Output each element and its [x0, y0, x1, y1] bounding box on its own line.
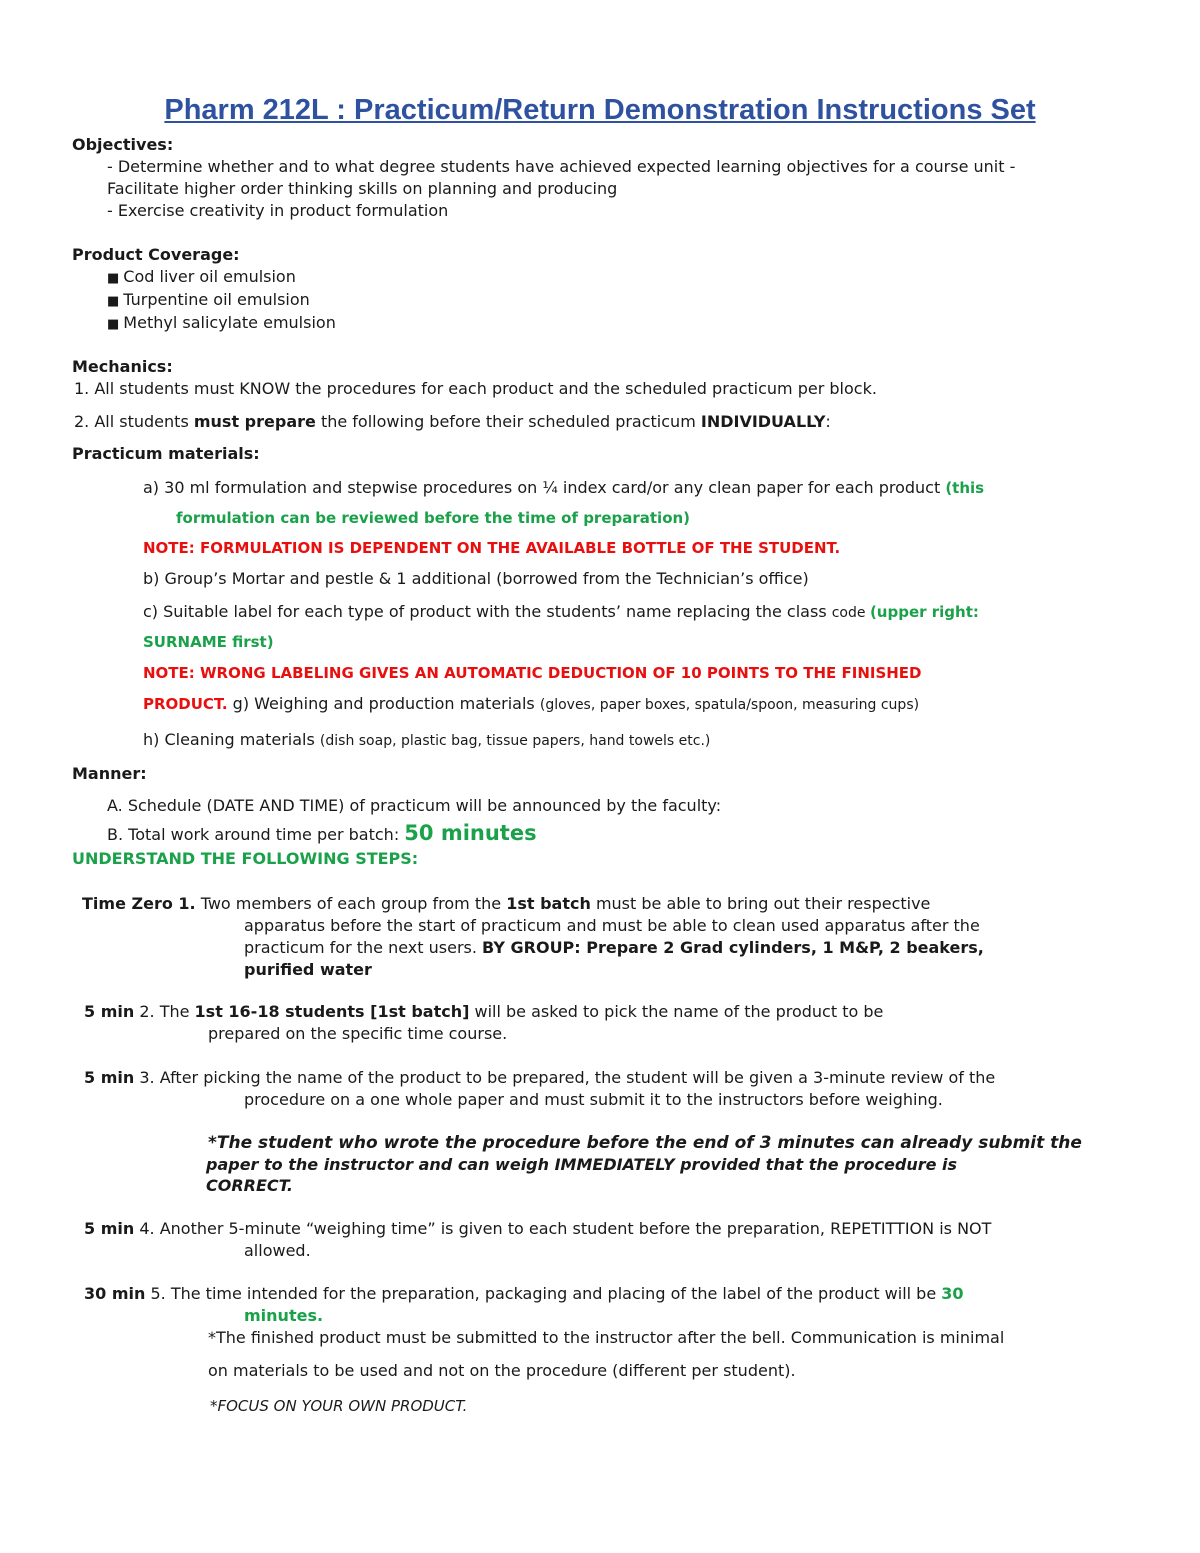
- text-run: 2. The: [134, 1002, 195, 1021]
- step-4-line-2: allowed.: [244, 1241, 311, 1260]
- steps-heading: UNDERSTAND THE FOLLOWING STEPS:: [72, 849, 419, 868]
- coverage-item-label: Turpentine oil emulsion: [123, 290, 310, 309]
- bullet-icon: ■: [107, 317, 120, 332]
- step-1: [82, 893, 930, 915]
- step-3-note-2: paper to the instructor and can weigh IMMEDIATELY provided that the procedure is: [206, 1155, 958, 1174]
- manner-b: [107, 822, 537, 846]
- materials-heading: Practicum materials:: [72, 444, 260, 463]
- material-c: [143, 601, 979, 624]
- text-run: must be able to bring out their respective: [590, 894, 931, 913]
- material-a: [143, 477, 984, 499]
- page-title: Pharm 212L : Practicum/Return Demonstration Instructions Set: [164, 94, 1036, 126]
- text-run: B. Total work around time per batch:: [107, 825, 405, 844]
- objectives-heading: Objectives:: [72, 135, 174, 154]
- step-1-line-4: purified water: [244, 960, 372, 979]
- objective-line-2: Facilitate higher order thinking skills on planning and producing: [107, 179, 618, 198]
- text-run-bold: must prepare: [193, 412, 316, 431]
- step-2-line-2: prepared on the specific time course.: [208, 1024, 508, 1043]
- text-run-green: (this: [945, 479, 985, 497]
- step-5-line-2: minutes.: [244, 1306, 324, 1325]
- note-labeling: NOTE: WRONG LABELING GIVES AN AUTOMATIC DEDUCTION OF 10 POINTS TO THE FINISHED: [143, 664, 922, 682]
- step-5-note-3: *FOCUS ON YOUR OWN PRODUCT.: [210, 1397, 468, 1415]
- step-2: [84, 1001, 883, 1023]
- step-time: 5 min: [84, 1068, 135, 1087]
- mechanics-item-2: [74, 411, 831, 433]
- step-1-line-3: [244, 937, 984, 959]
- step-time: 5 min: [84, 1219, 135, 1238]
- text-run: 3. After picking the name of the product to be prepared, the student will be given a 3-minute review of the: [134, 1068, 996, 1087]
- text-run-red: PRODUCT.: [143, 695, 228, 713]
- step-5-note-2: on materials to be used and not on the procedure (different per student).: [208, 1361, 796, 1380]
- coverage-item-label: Cod liver oil emulsion: [123, 267, 296, 286]
- text-run: the following before their scheduled practicum: [315, 412, 701, 431]
- text-run: a) 30 ml formulation and stepwise procedures on ¼ index card/or any clean paper for each product: [143, 478, 946, 497]
- objective-line-3: - Exercise creativity in product formulation: [107, 201, 449, 220]
- text-run: Two members of each group from the: [195, 894, 507, 913]
- text-run-green: (upper right:: [869, 603, 979, 621]
- step-5: [84, 1283, 964, 1305]
- mechanics-heading: Mechanics:: [72, 357, 173, 376]
- text-run: (gloves, paper boxes, spatula/spoon, measuring cups): [539, 697, 920, 713]
- text-run: 2. All students: [74, 412, 194, 431]
- step-5-note-1: *The finished product must be submitted to the instructor after the bell. Communication is minimal: [208, 1328, 1005, 1347]
- coverage-item: [107, 312, 336, 336]
- text-run-green: 30: [941, 1284, 964, 1303]
- time-per-batch: 50 minutes: [404, 821, 537, 845]
- coverage-item: [107, 289, 310, 313]
- manner-heading: Manner:: [72, 764, 147, 783]
- coverage-heading: Product Coverage:: [72, 245, 240, 264]
- step-3-line-2: procedure on a one whole paper and must submit it to the instructors before weighing.: [244, 1090, 943, 1109]
- manner-a: A. Schedule (DATE AND TIME) of practicum will be announced by the faculty:: [107, 796, 722, 815]
- material-g: [143, 693, 919, 716]
- bullet-icon: ■: [107, 294, 120, 309]
- text-run: (dish soap, plastic bag, tissue papers, hand towels etc.): [319, 733, 711, 749]
- step-4: [84, 1218, 991, 1240]
- text-run: code: [831, 605, 870, 621]
- step-3-note-1: *The student who wrote the procedure before the end of 3 minutes can already submit the: [208, 1133, 1082, 1153]
- step-3-note-3: CORRECT.: [206, 1176, 293, 1195]
- text-run-bold: BY GROUP: Prepare 2 Grad cylinders, 1 M&P, 2 beakers,: [482, 938, 984, 957]
- step-time: 30 min: [84, 1284, 146, 1303]
- text-run: c) Suitable label for each type of product with the students’ name replacing the class: [143, 602, 832, 621]
- text-run: 4. Another 5-minute “weighing time” is given to each student before the preparation, REPETITTION is NOT: [134, 1219, 992, 1238]
- objective-line-1: - Determine whether and to what degree students have achieved expected learning objectives for a course unit -: [107, 157, 1016, 176]
- material-h: [143, 729, 710, 752]
- text-run: h) Cleaning materials: [143, 730, 320, 749]
- text-run-bold: 1st batch: [506, 894, 591, 913]
- text-run-bold: 1st 16-18 students [1st batch]: [194, 1002, 470, 1021]
- text-run: practicum for the next users.: [244, 938, 483, 957]
- bullet-icon: ■: [107, 271, 120, 286]
- step-1-line-2: apparatus before the start of practicum and must be able to clean used apparatus after the: [244, 916, 980, 935]
- step-time: Time Zero: [82, 894, 173, 913]
- text-run-bold: 1.: [172, 894, 196, 913]
- coverage-item: [107, 266, 296, 290]
- material-c-note: SURNAME first): [143, 633, 274, 651]
- note-formulation: NOTE: FORMULATION IS DEPENDENT ON THE AVAILABLE BOTTLE OF THE STUDENT.: [143, 539, 841, 557]
- material-a-note: formulation can be reviewed before the time of preparation): [176, 509, 691, 527]
- material-b: b) Group’s Mortar and pestle & 1 additional (borrowed from the Technician’s office): [143, 569, 809, 588]
- step-time: 5 min: [84, 1002, 135, 1021]
- text-run: will be asked to pick the name of the product to be: [469, 1002, 884, 1021]
- text-run: g) Weighing and production materials: [227, 694, 540, 713]
- text-run: :: [825, 412, 831, 431]
- text-run: 5. The time intended for the preparation, packaging and placing of the label of the product will be: [145, 1284, 942, 1303]
- mechanics-item-1: 1. All students must KNOW the procedures for each product and the scheduled practicum per block.: [74, 379, 877, 398]
- coverage-item-label: Methyl salicylate emulsion: [123, 313, 336, 332]
- step-3: [84, 1067, 995, 1089]
- text-run-bold: INDIVIDUALLY: [700, 412, 826, 431]
